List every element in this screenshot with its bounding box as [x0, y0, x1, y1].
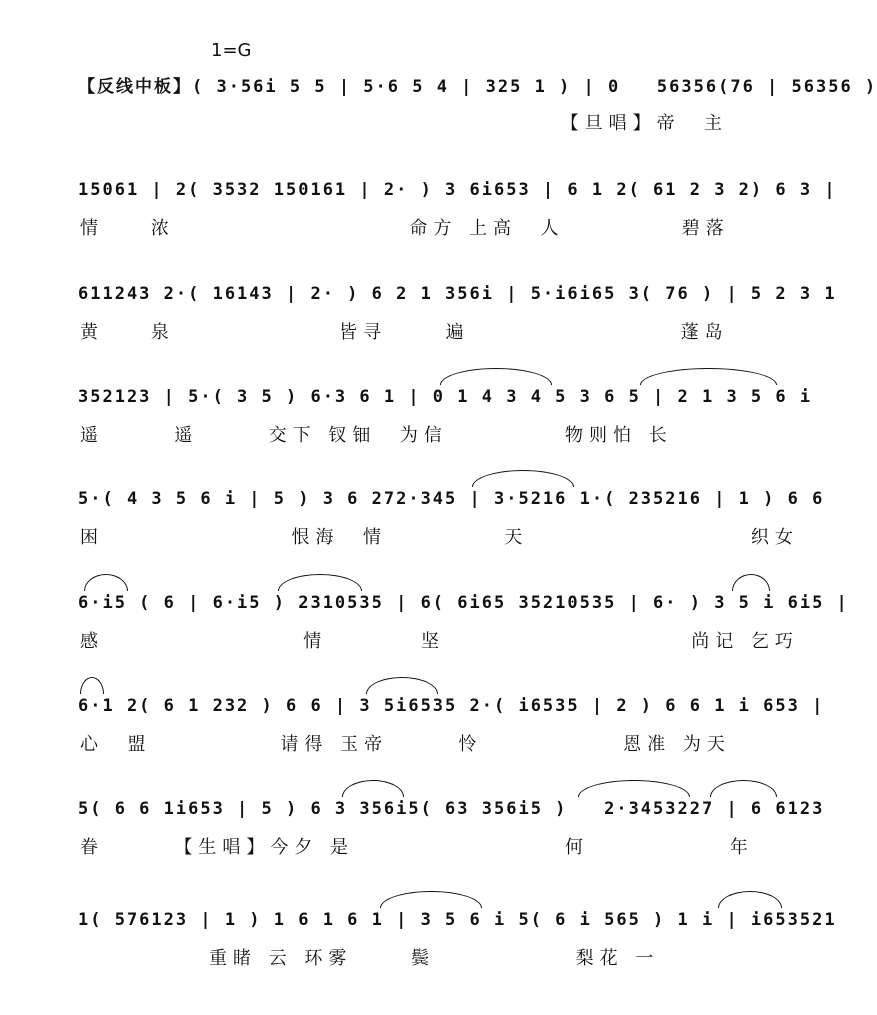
notation-row: 5·( 4 3 5 6 i | 5 ) 3 6 272·345 | 3·5216 1·( 235216 | 1 ) 6 6 — [78, 489, 825, 509]
notation-row: 【反线中板】( 3·56i 5 5 | 5·6 5 4 | 325 1 ) | 0 56356(76 | 56356 ) — [78, 77, 877, 97]
score-line-6 — [0, 588, 862, 688]
notation-row: 6·i5 ( 6 | 6·i5 ) 2310535 | 6( 6i65 35210535 | 6· ) 3 5 i 6i5 | — [78, 593, 849, 613]
notation-row: 611243 2·( 16143 | 2· ) 6 2 1 356i | 5·i6i65 3( 76 ) | 5 2 3 1 — [78, 284, 837, 304]
score-line-4 — [0, 382, 862, 482]
score-line-2 — [0, 175, 862, 275]
score-line-3 — [0, 279, 862, 379]
lyric-row: 情 浓 命方 上高 人 碧落 — [80, 218, 730, 239]
notation-row: 15061 | 2( 3532 150161 | 2· ) 3 6i653 | 6 1 2( 61 2 3 2) 6 3 | — [78, 180, 837, 200]
notation-row: 352123 | 5·( 3 5 ) 6·3 6 1 | 0 1 4 3 4 5 3 6 5 | 2 1 3 5 6 i — [78, 387, 813, 407]
lyric-row: 心 盟 请得 玉帝 怜 恩准 为天 — [80, 734, 731, 755]
lyric-row: 感 情 坚 尚记 乞巧 — [80, 631, 799, 652]
lyric-row: 困 恨海 情 天 织女 — [80, 527, 799, 548]
key-signature: 1=G — [211, 40, 252, 61]
notation-row: 5( 6 6 1i653 | 5 ) 6 3 356i5( 63 356i5 ) 2·3453227 | 6 6123 — [78, 799, 825, 819]
notation-row: 1( 576123 | 1 ) 1 6 1 6 1 | 3 5 6 i 5( 6 i 565 ) 1 i | i653521 — [78, 910, 837, 930]
lyric-row: 【旦唱】帝 主 — [80, 113, 729, 134]
lyric-row: 遥 遥 交下 钗钿 为信 物则怕 长 — [80, 425, 673, 446]
lyric-row: 黄 泉 皆寻 遍 蓬岛 — [80, 322, 729, 343]
lyric-row: 重睹 云 环雾 鬓 梨花 一 — [80, 948, 660, 969]
score-line-7 — [0, 691, 862, 791]
notation-row: 6·1 2( 6 1 232 ) 6 6 | 3 5i6535 2·( i6535 | 2 ) 6 6 1 i 653 | — [78, 696, 825, 716]
score-line-9 — [0, 905, 862, 1005]
score-line-8 — [0, 794, 862, 894]
score-line-5 — [0, 484, 862, 584]
score-line-1 — [0, 72, 877, 172]
lyric-row: 眷 【生唱】今夕 是 何 年 — [80, 837, 754, 858]
